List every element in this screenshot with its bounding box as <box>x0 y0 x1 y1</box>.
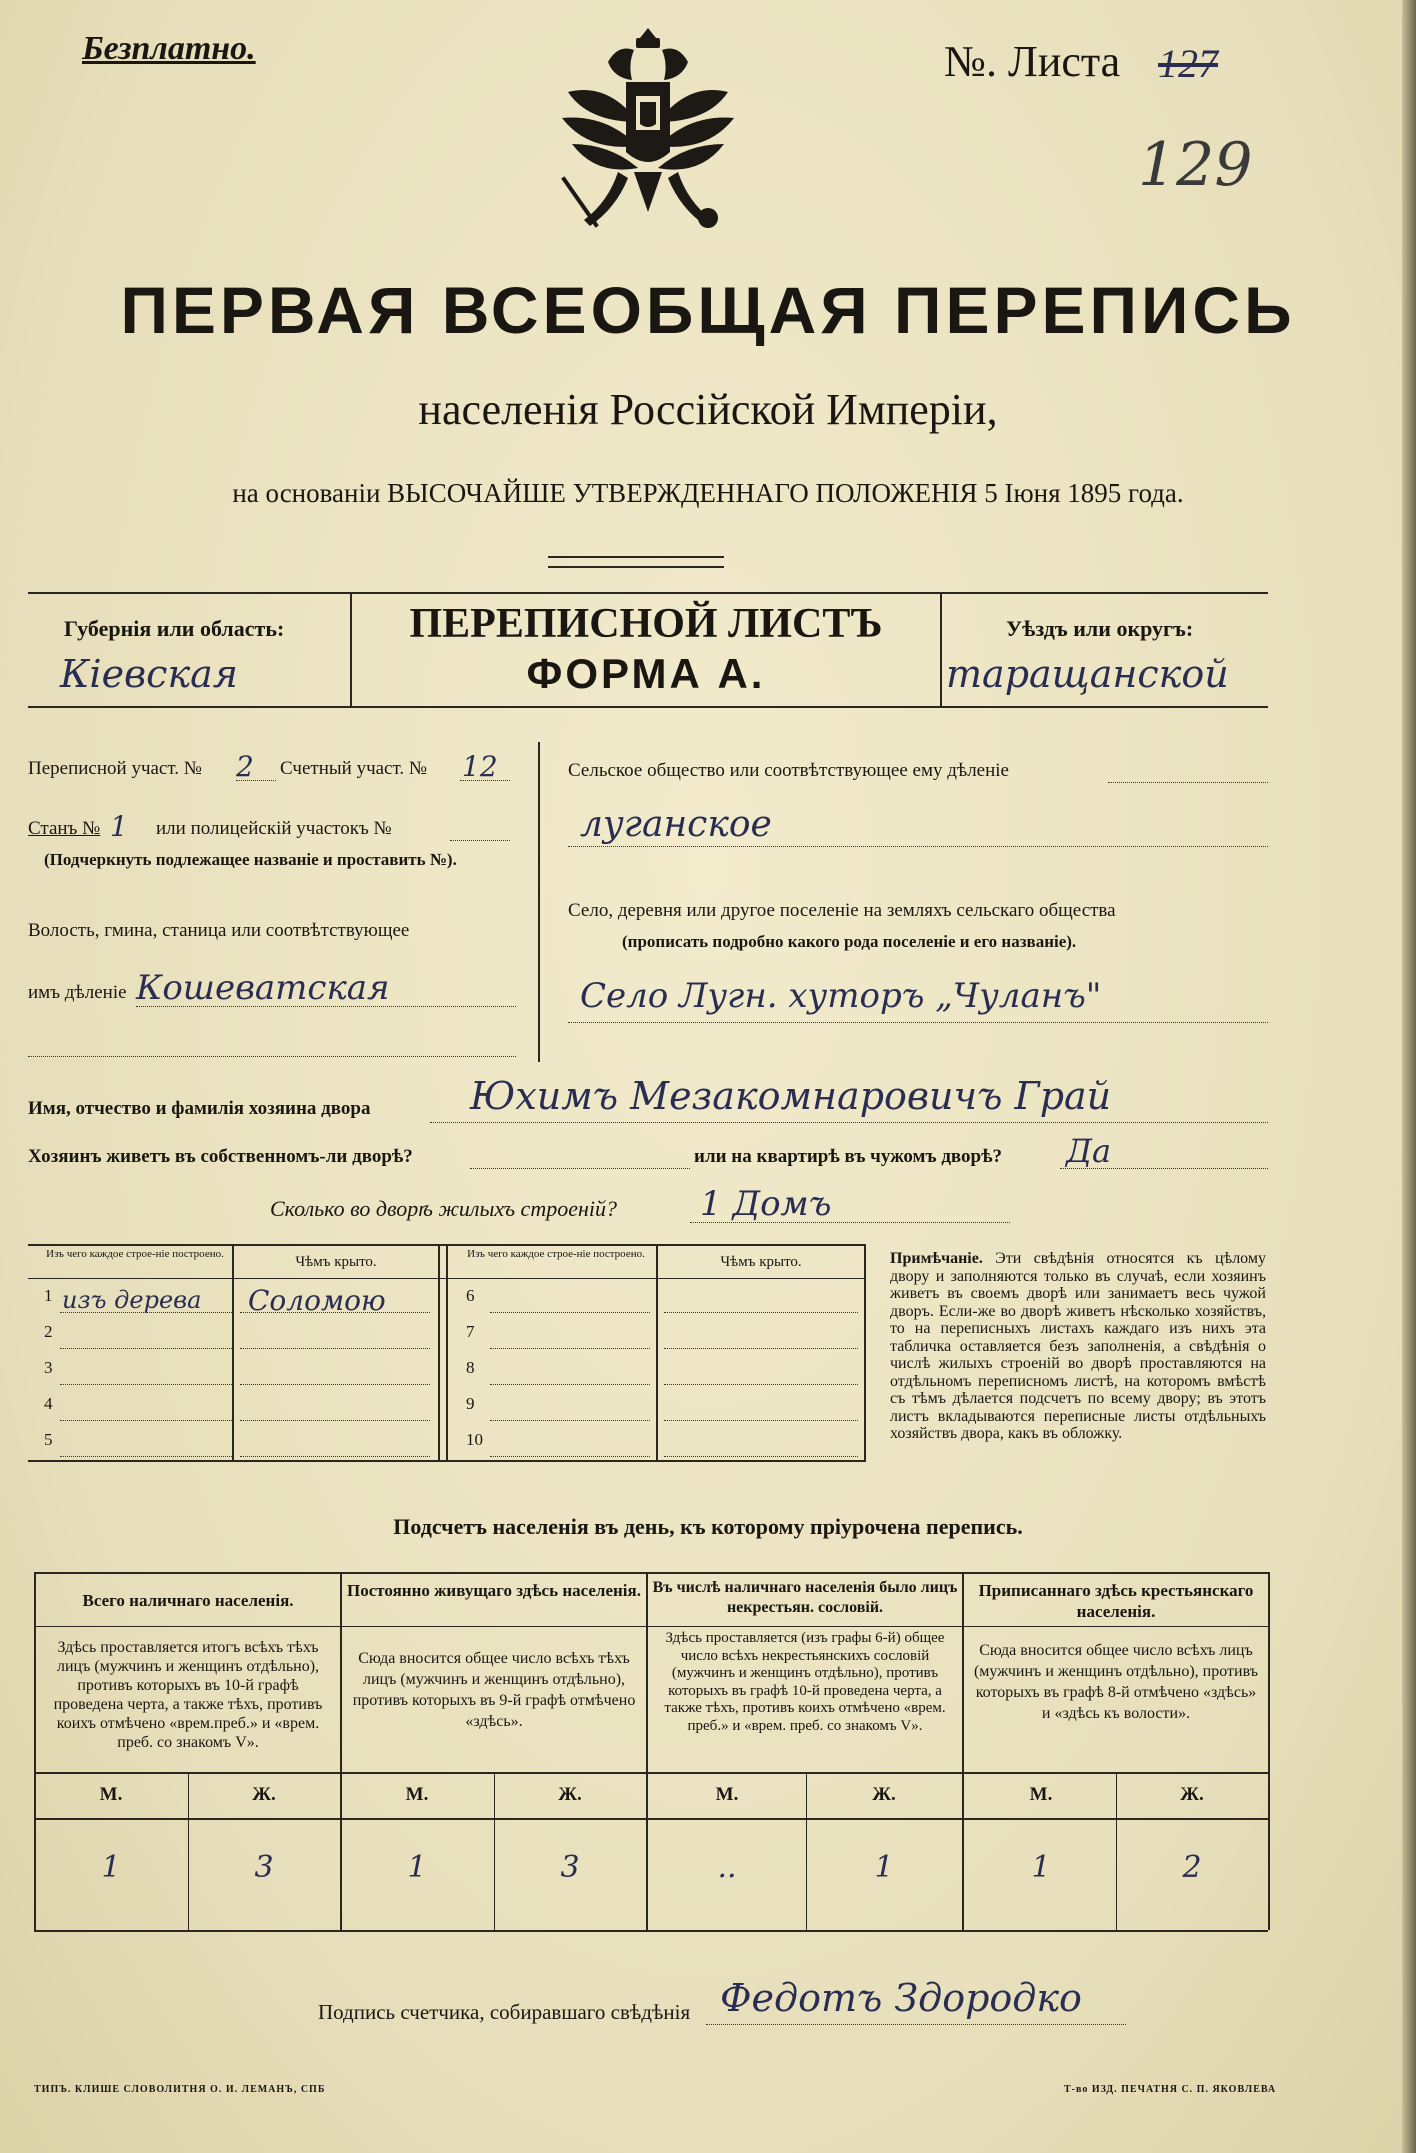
row-number: 4 <box>44 1394 53 1413</box>
frame-line <box>28 706 1268 708</box>
row-number: 6 <box>466 1286 475 1305</box>
row-number: 7 <box>466 1322 475 1341</box>
double-headed-eagle-emblem <box>548 22 748 242</box>
female-header: Ж. <box>872 1784 896 1805</box>
police-label: или полицейскій участокъ № <box>156 818 392 839</box>
group-title: Всего наличнаго населенія. <box>82 1591 294 1610</box>
schet-label: Счетный участ. № <box>280 758 427 779</box>
sheet-number-handwritten: 129 <box>1138 130 1253 200</box>
female-count: 2 <box>1182 1850 1202 1885</box>
owner-name-value: Юхимъ Мезакомнаровичъ Грай <box>470 1074 1112 1118</box>
owner-lives-value: Да <box>1066 1132 1112 1170</box>
dotted-rule <box>706 2024 1126 2025</box>
signature-value: Федотъ Здородко <box>720 1976 1082 2020</box>
note-text: Эти свѣдѣнія относятся къ цѣлому двору и заполняются только въ случаѣ, если хозяинъ живетъ въ своемъ дворѣ или занимаетъ весь чужой дворъ. Если-же во дворѣ живетъ нѣсколько хозяйствъ, то на переписныхъ листахъ каждаго изъ нихъ эта табличка оставляется безъ заполненія, а свѣдѣнія о числѣ жилыхъ строеній во дворѣ проставляются на отдѣльномъ переписномъ листѣ, на которомъ вмѣстѣ съ тѣмъ дѣлается подсчетъ по всему двору; въ этотъ листъ вкладываются переписные листы отдѣльныхъ хозяйствъ двора, какъ въ обложку. <box>890 1250 1267 1442</box>
dotted-rule <box>28 1056 516 1057</box>
uchast-label: Переписной участ. № <box>28 758 202 779</box>
uezd-label: Уѣздъ или округъ: <box>1006 616 1194 641</box>
gubernia-label: Губернія или область: <box>64 616 285 641</box>
owner-lives-label: Хозяинъ живетъ въ собственномъ-ли дворѣ? <box>28 1146 413 1167</box>
note-title: Примѣчаніе. <box>890 1250 983 1267</box>
female-header: Ж. <box>1180 1784 1204 1805</box>
group-title: Въ числѣ наличнаго населенія было лицъ некрестьян. сословій. <box>652 1579 958 1616</box>
female-count: 3 <box>560 1850 580 1885</box>
village-value: Село Лугн. хуторъ „Чуланъ" <box>580 976 1102 1016</box>
signature-label: Подпись счетчика, собиравшаго свѣдѣнія <box>318 2000 691 2024</box>
male-count: .. <box>717 1850 737 1885</box>
row-number: 5 <box>44 1430 53 1449</box>
sheet-number-label: №. Листа <box>944 37 1121 86</box>
female-header: Ж. <box>558 1784 582 1805</box>
stan-label: Станъ № <box>28 818 101 839</box>
census-title: ПЕРВАЯ ВСЕОБЩАЯ ПЕРЕПИСЬ <box>120 273 1296 347</box>
dotted-rule <box>690 1222 1010 1223</box>
col-roof-header: Чѣмъ крыто. <box>295 1254 377 1270</box>
dotted-rule <box>568 1022 1268 1023</box>
buildings-value: 1 Домъ <box>700 1184 832 1224</box>
dotted-rule <box>236 780 276 781</box>
village-label: Село, деревня или другое поселеніе на земляхъ сельскаго общества <box>568 900 1116 921</box>
dotted-rule <box>430 1122 1268 1123</box>
male-header: М. <box>99 1784 123 1805</box>
column-divider <box>538 742 540 1062</box>
male-count: 1 <box>407 1850 427 1885</box>
group-description: Здѣсь проставляется (изъ графы 6-й) общее число всѣхъ некрестьянскихъ сословій (мужчинъ и женщинъ отдѣльно), противъ которыхъ въ графѣ 10-й проведена черта, а также тѣхъ, противъ коихъ отмѣчено «врем. преб.» и «врем. преб. со знакомъ V». <box>664 1630 946 1734</box>
dotted-rule <box>470 1168 690 1169</box>
sheet-number-struck: 127 <box>1158 41 1218 86</box>
row1-roof: Соломою <box>248 1284 386 1317</box>
male-count: 1 <box>1031 1850 1051 1885</box>
volost-label-2: имъ дѣленіе <box>28 982 127 1003</box>
row-number: 8 <box>466 1358 475 1377</box>
society-label: Сельское общество или соотвѣтствующее ему дѣленіе <box>568 760 1009 781</box>
ornament-divider <box>548 556 724 568</box>
group-title: Приписаннаго здѣсь крестьянскаго населенія. <box>978 1581 1254 1621</box>
female-header: Ж. <box>252 1784 276 1805</box>
frame-line <box>940 592 942 708</box>
frame-line <box>28 592 1268 594</box>
form-title: ПЕРЕПИСНОЙ ЛИСТЪ <box>409 601 883 647</box>
census-subtitle: населенія Россійской Имперіи, <box>418 385 998 434</box>
dotted-rule <box>1108 782 1268 783</box>
owner-rent-label: или на квартирѣ въ чужомъ дворѣ? <box>694 1146 1003 1167</box>
dotted-rule <box>568 846 1268 847</box>
count-heading: Подсчетъ населенія въ день, къ которому пріурочена перепись. <box>393 1514 1023 1539</box>
female-count: 1 <box>874 1850 894 1885</box>
society-value: луганское <box>580 804 772 845</box>
note-block <box>890 1250 1266 1443</box>
male-header: М. <box>405 1784 429 1805</box>
schet-value: 12 <box>462 750 498 783</box>
group-description: Сюда вносится общее число всѣхъ тѣхъ лицъ (мужчинъ и женщинъ отдѣльно), противъ которыхъ въ 9-й графѣ отмѣчено «здѣсь». <box>352 1650 636 1730</box>
row1-material: изъ дерева <box>62 1286 202 1314</box>
group-description: Сюда вносится общее число всѣхъ лицъ (мужчинъ и женщинъ отдѣльно), противъ которыхъ въ графѣ 8-й отмѣчено «здѣсь» и «здѣсь къ волости». <box>973 1642 1259 1722</box>
male-count: 1 <box>101 1850 121 1885</box>
printer-imprint-right: Т-во ИЗД. ПЕЧАТНЯ С. П. ЯКОВЛЕВА <box>1064 2084 1277 2095</box>
stan-note: (Подчеркнуть подлежащее названіе и проставить №). <box>44 850 457 869</box>
buildings-label: Сколько во дворѣ жилыхъ строеній? <box>270 1196 617 1221</box>
group-description: Здѣсь проставляется итогъ всѣхъ тѣхъ лицъ (мужчинъ и женщинъ отдѣльно), противъ которыхъ въ 10-й графѣ проведена черта, а также тѣхъ, противъ коихъ отмѣчено «врем.преб.» и «врем. преб. со знакомъ V». <box>53 1639 323 1751</box>
dotted-rule <box>136 1006 516 1007</box>
uchast-value: 2 <box>236 750 254 783</box>
row-number: 1 <box>44 1286 53 1305</box>
row-number: 2 <box>44 1322 53 1341</box>
row-number: 10 <box>466 1430 483 1449</box>
row-number: 9 <box>466 1394 475 1413</box>
stan-value: 1 <box>110 810 128 843</box>
gubernia-value: Кіевская <box>60 652 238 696</box>
male-header: М. <box>715 1784 739 1805</box>
census-basis: на основаніи ВЫСОЧАЙШЕ УТВЕРЖДЕННАГО ПОЛОЖЕНІЯ 5 Іюня 1895 года. <box>232 478 1184 508</box>
col-material-header: Изъ чего каждое строе-ніе построено. <box>46 1248 224 1260</box>
col-roof-header: Чѣмъ крыто. <box>720 1254 802 1270</box>
dotted-rule <box>460 780 510 781</box>
volost-label: Волость, гмина, станица или соотвѣтствующее <box>28 920 410 941</box>
male-header: М. <box>1029 1784 1053 1805</box>
owner-name-label: Имя, отчество и фамилія хозяина двора <box>28 1098 371 1119</box>
printer-imprint-left: ТИПЪ. КЛИШЕ СЛОВОЛИТНЯ О. И. ЛЕМАНЪ, СПБ <box>34 2084 326 2095</box>
row-number: 3 <box>44 1358 53 1377</box>
free-label: Безплатно. <box>82 30 256 67</box>
female-count: 3 <box>254 1850 274 1885</box>
form-letter: ФОРМА А. <box>526 650 766 697</box>
volost-value: Кошеватская <box>136 968 390 1008</box>
dotted-rule <box>1060 1168 1268 1169</box>
group-title: Постоянно живущаго здѣсь населенія. <box>347 1581 641 1600</box>
uezd-value: таращанской <box>946 652 1229 696</box>
dotted-rule <box>450 840 510 841</box>
col-material-header: Изъ чего каждое строе-ніе построено. <box>467 1248 645 1260</box>
village-note: (прописать подробно какого рода поселеніе и его названіе). <box>622 932 1077 951</box>
